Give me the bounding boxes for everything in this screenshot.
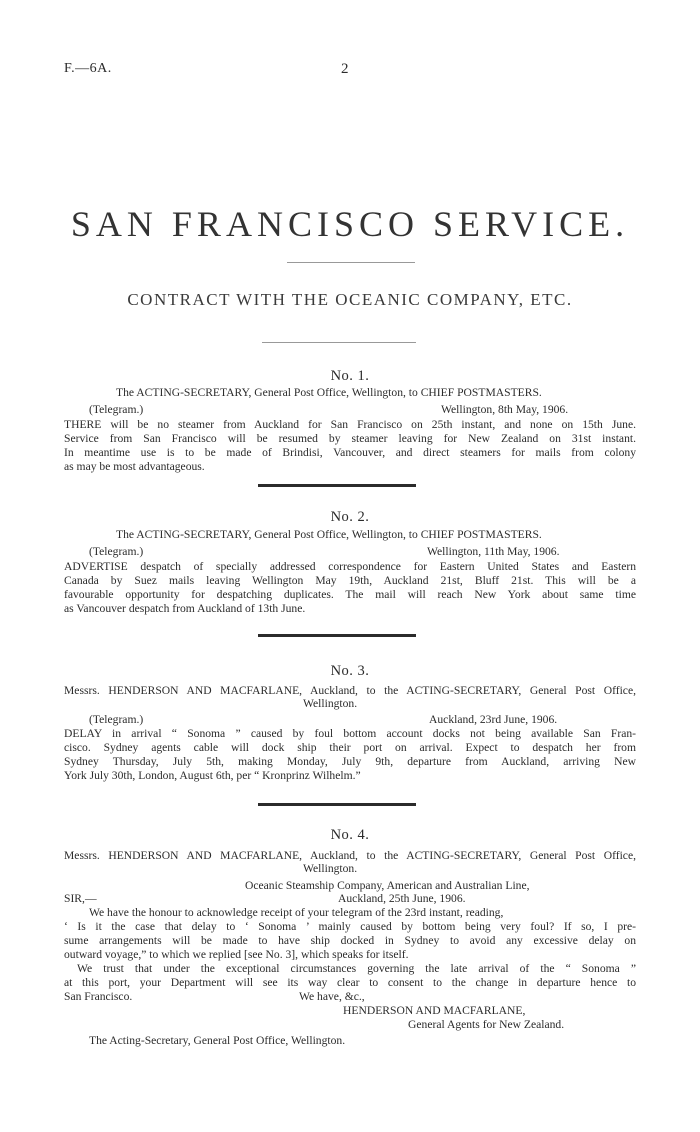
dateline: Wellington, 8th May, 1906. xyxy=(441,403,569,416)
body-line: at this port, your Department will see its way clear to consent to the change in departure hence to xyxy=(64,976,636,989)
divider xyxy=(258,484,416,487)
body-line: as Vancouver despatch from Auckland of 13th June. xyxy=(64,602,306,615)
signature: HENDERSON AND MACFARLANE, xyxy=(343,1004,526,1017)
divider xyxy=(258,634,416,637)
body-line: THERE will be no steamer from Auckland for San Francisco on 25th instant, and none on 15th June. xyxy=(64,418,636,431)
telegram-label: (Telegram.) xyxy=(89,545,144,558)
item-number: No. 2. xyxy=(330,509,370,525)
page-subtitle: CONTRACT WITH THE OCEANIC COMPANY, ETC. xyxy=(127,290,573,309)
item-heading: The ACTING-SECRETARY, General Post Office, Wellington, to CHIEF POSTMASTERS. xyxy=(116,386,542,399)
divider xyxy=(258,803,416,806)
dateline: Wellington, 11th May, 1906. xyxy=(427,545,560,558)
item-heading-continued: Wellington. xyxy=(303,862,358,875)
body-line: In meantime use is to be made of Brindisi, Vancouver, and direct steamers for mails from colony xyxy=(64,446,636,459)
body-line: We trust that under the exceptional circumstances governing the late arrival of the “ Sonoma ” xyxy=(77,962,636,975)
item-number: No. 1. xyxy=(330,368,370,384)
item-heading-continued: Wellington. xyxy=(303,697,358,710)
divider xyxy=(287,262,415,263)
salutation: SIR,— xyxy=(64,892,97,905)
body-line: DELAY in arrival “ Sonoma ” caused by foul bottom account docks not being available San Fran- xyxy=(64,727,636,740)
page-number: 2 xyxy=(341,61,349,77)
signature-title: General Agents for New Zealand. xyxy=(408,1018,565,1031)
divider xyxy=(262,342,416,343)
document-reference: F.—6A. xyxy=(64,61,112,76)
body-line: ‘ Is it the case that delay to ‘ Sonoma ’ mainly caused by bottom being very foul? If so, I pre- xyxy=(64,920,636,933)
dateline: Auckland, 23rd June, 1906. xyxy=(429,713,558,726)
closing: We have, &c., xyxy=(299,990,365,1003)
body-line: favourable opportunity for despatching duplicates. The mail will reach New York about same time xyxy=(64,588,636,601)
item-heading: Messrs. HENDERSON AND MACFARLANE, Auckland, to the ACTING-SECRETARY, General Post Office, xyxy=(64,684,636,697)
body-line: Sydney Thursday, July 5th, making Monday, July 9th, departure from Auckland, arriving New xyxy=(64,755,636,768)
item-heading: Messrs. HENDERSON AND MACFARLANE, Auckland, to the ACTING-SECRETARY, General Post Office, xyxy=(64,849,636,862)
body-line: ADVERTISE despatch of specially addressed correspondence for Eastern United States and Eastern xyxy=(64,560,636,573)
page-title: SAN FRANCISCO SERVICE. xyxy=(70,204,630,244)
body-line: outward voyage,” to which we replied [see No. 3], which speaks for itself. xyxy=(64,948,409,961)
dateline: Auckland, 25th June, 1906. xyxy=(338,892,466,905)
telegram-label: (Telegram.) xyxy=(89,403,144,416)
body-line: San Francisco. xyxy=(64,990,133,1003)
item-heading: The ACTING-SECRETARY, General Post Office, Wellington, to CHIEF POSTMASTERS. xyxy=(116,528,542,541)
body-line: Canada by Suez mails leaving Wellington May 19th, Auckland 21st, Bluff 21st. This will be a xyxy=(64,574,636,587)
item-number: No. 4. xyxy=(330,827,370,843)
letterhead: Oceanic Steamship Company, American and Australian Line, xyxy=(245,879,530,892)
body-line: as may be most advantageous. xyxy=(64,460,205,473)
telegram-label: (Telegram.) xyxy=(89,713,144,726)
body-line: sume arrangements will be made to have ship docked in Sydney to avoid any excessive delay on xyxy=(64,934,636,947)
body-line: Service from San Francisco will be resumed by steamer leaving for New Zealand on 31st instant. xyxy=(64,432,636,445)
body-line: York July 30th, London, August 6th, per “ Kronprinz Wilhelm.” xyxy=(64,769,361,782)
item-number: No. 3. xyxy=(330,663,370,679)
addressee: The Acting-Secretary, General Post Office, Wellington. xyxy=(89,1034,346,1047)
body-line: cisco. Sydney agents cable will dock ship their port on arrival. Expect to despatch her from xyxy=(64,741,636,754)
body-line: We have the honour to acknowledge receipt of your telegram of the 23rd instant, reading, xyxy=(89,906,504,919)
